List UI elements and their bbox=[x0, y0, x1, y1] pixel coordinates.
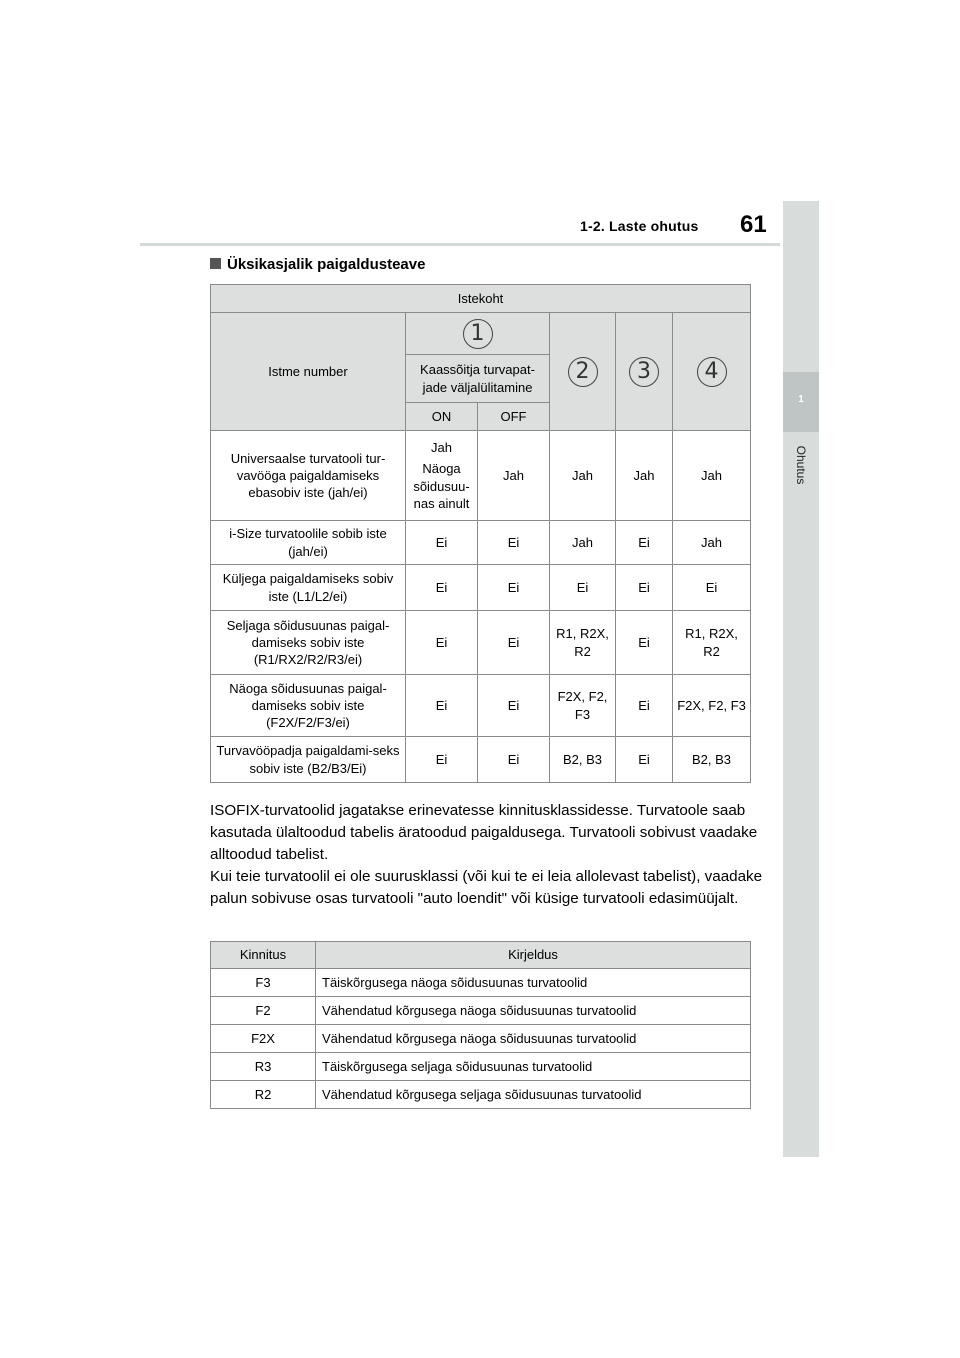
page-number: 61 bbox=[740, 211, 767, 238]
cell-seat-3: Ei bbox=[616, 737, 673, 783]
cell-seat-4: F2X, F2, F3 bbox=[673, 675, 751, 737]
airbag-off-header: OFF bbox=[478, 403, 550, 431]
cell-on-line-2: Näoga sõidusuu-nas ainult bbox=[413, 461, 470, 511]
cell-seat-4: Ei bbox=[673, 565, 751, 611]
cell-on bbox=[406, 431, 478, 521]
seat-suitability-table bbox=[210, 284, 751, 783]
seat-3-icon: 3 bbox=[629, 357, 659, 387]
airbag-deactivation-header: Kaassõitja turvapat-jade väljalülitamine bbox=[406, 355, 550, 403]
fixture-cell: F2X bbox=[211, 1025, 316, 1053]
cell-off: Ei bbox=[478, 521, 550, 565]
table-row bbox=[211, 431, 751, 521]
seat-2-icon: 2 bbox=[568, 357, 598, 387]
seat-4-header bbox=[673, 313, 751, 431]
cell-seat-3: Ei bbox=[616, 565, 673, 611]
row-label: Seljaga sõidusuunas paigal-damiseks sobiv iste (R1/RX2/R2/R3/ei) bbox=[211, 611, 406, 675]
cell-seat-3: Ei bbox=[616, 675, 673, 737]
seat-4-icon: 4 bbox=[697, 357, 727, 387]
seat-number-header: Istme number bbox=[211, 313, 406, 431]
size-class-table bbox=[210, 941, 751, 1109]
cell-off: Ei bbox=[478, 675, 550, 737]
row-label: i-Size turvatoolile sobib iste (jah/ei) bbox=[211, 521, 406, 565]
cell-seat-3: Jah bbox=[616, 431, 673, 521]
fixture-cell: R3 bbox=[211, 1053, 316, 1081]
description-cell: Vähendatud kõrgusega seljaga sõidusuunas turvatoolid bbox=[316, 1081, 751, 1109]
cell-on: Ei bbox=[406, 565, 478, 611]
cell-seat-2: R1, R2X, R2 bbox=[550, 611, 616, 675]
cell-seat-3: Ei bbox=[616, 521, 673, 565]
cell-seat-2: Jah bbox=[550, 431, 616, 521]
cell-seat-4: Jah bbox=[673, 521, 751, 565]
table-row bbox=[211, 1025, 751, 1053]
cell-seat-2: Ei bbox=[550, 565, 616, 611]
cell-seat-3: Ei bbox=[616, 611, 673, 675]
cell-on: Ei bbox=[406, 611, 478, 675]
table-row bbox=[211, 969, 751, 997]
chapter-title: 1-2. Laste ohutus bbox=[580, 218, 699, 234]
fixture-cell: R2 bbox=[211, 1081, 316, 1109]
cell-off: Ei bbox=[478, 565, 550, 611]
body-paragraph-2: Kui teie turvatoolil ei ole suurusklassi (või kui te ei leia allolevast tabelist), vaadake palun sobivuse osas turvatooli "auto loendit" või küsige turvatooli edasimüüjalt. bbox=[210, 868, 763, 907]
square-bullet-icon bbox=[210, 258, 221, 269]
cell-off: Ei bbox=[478, 611, 550, 675]
fixture-column-header: Kinnitus bbox=[211, 942, 316, 969]
table-row bbox=[211, 997, 751, 1025]
table-row bbox=[211, 1081, 751, 1109]
seat-1-header bbox=[406, 313, 550, 355]
row-label: Universaalse turvatooli tur-vavööga paigaldamiseks ebasobiv iste (jah/ei) bbox=[211, 431, 406, 521]
cell-seat-2: F2X, F2, F3 bbox=[550, 675, 616, 737]
table-row bbox=[211, 737, 751, 783]
cell-seat-2: B2, B3 bbox=[550, 737, 616, 783]
seat-3-header bbox=[616, 313, 673, 431]
description-cell: Vähendatud kõrgusega näoga sõidusuunas turvatoolid bbox=[316, 997, 751, 1025]
table-row bbox=[211, 611, 751, 675]
cell-on: Ei bbox=[406, 737, 478, 783]
description-column-header: Kirjeldus bbox=[316, 942, 751, 969]
fixture-cell: F3 bbox=[211, 969, 316, 997]
body-text bbox=[210, 800, 770, 910]
cell-seat-2: Jah bbox=[550, 521, 616, 565]
cell-off: Jah bbox=[478, 431, 550, 521]
row-label: Näoga sõidusuunas paigal-damiseks sobiv iste (F2X/F2/F3/ei) bbox=[211, 675, 406, 737]
section-heading bbox=[210, 256, 425, 273]
table-row bbox=[211, 565, 751, 611]
cell-off: Ei bbox=[478, 737, 550, 783]
body-paragraph-1: ISOFIX-turvatoolid jagatakse erinevatesse kinnitusklassidesse. Turvatoole saab kasutada ülaltoodud tabelis äratoodud paigaldusega. Turvatooli sobivust vaadake alltoodud tabelist. bbox=[210, 802, 758, 863]
cell-on: Ei bbox=[406, 675, 478, 737]
row-label: Küljega paigaldamiseks sobiv iste (L1/L2/ei) bbox=[211, 565, 406, 611]
chapter-number: 1 bbox=[798, 394, 804, 405]
table-row bbox=[211, 521, 751, 565]
table-row bbox=[211, 1053, 751, 1081]
seat-2-header bbox=[550, 313, 616, 431]
section-heading-text: Üksikasjalik paigaldusteave bbox=[227, 256, 426, 273]
header-divider bbox=[140, 243, 780, 246]
chapter-side-tab bbox=[783, 201, 819, 1157]
cell-on-line-1: Jah bbox=[431, 440, 452, 456]
description-cell: Täiskõrgusega seljaga sõidusuunas turvatoolid bbox=[316, 1053, 751, 1081]
fixture-cell: F2 bbox=[211, 997, 316, 1025]
chapter-label: Ohutus bbox=[794, 445, 808, 485]
table-row bbox=[211, 675, 751, 737]
seat-1-icon: 1 bbox=[463, 319, 493, 349]
row-label: Turvavööpadja paigaldami-seks sobiv iste (B2/B3/Ei) bbox=[211, 737, 406, 783]
description-cell: Vähendatud kõrgusega näoga sõidusuunas turvatoolid bbox=[316, 1025, 751, 1053]
cell-seat-4: Jah bbox=[673, 431, 751, 521]
cell-seat-4: B2, B3 bbox=[673, 737, 751, 783]
cell-on: Ei bbox=[406, 521, 478, 565]
seat-position-header: Istekoht bbox=[211, 285, 751, 313]
description-cell: Täiskõrgusega näoga sõidusuunas turvatoolid bbox=[316, 969, 751, 997]
cell-seat-4: R1, R2X, R2 bbox=[673, 611, 751, 675]
airbag-on-header: ON bbox=[406, 403, 478, 431]
